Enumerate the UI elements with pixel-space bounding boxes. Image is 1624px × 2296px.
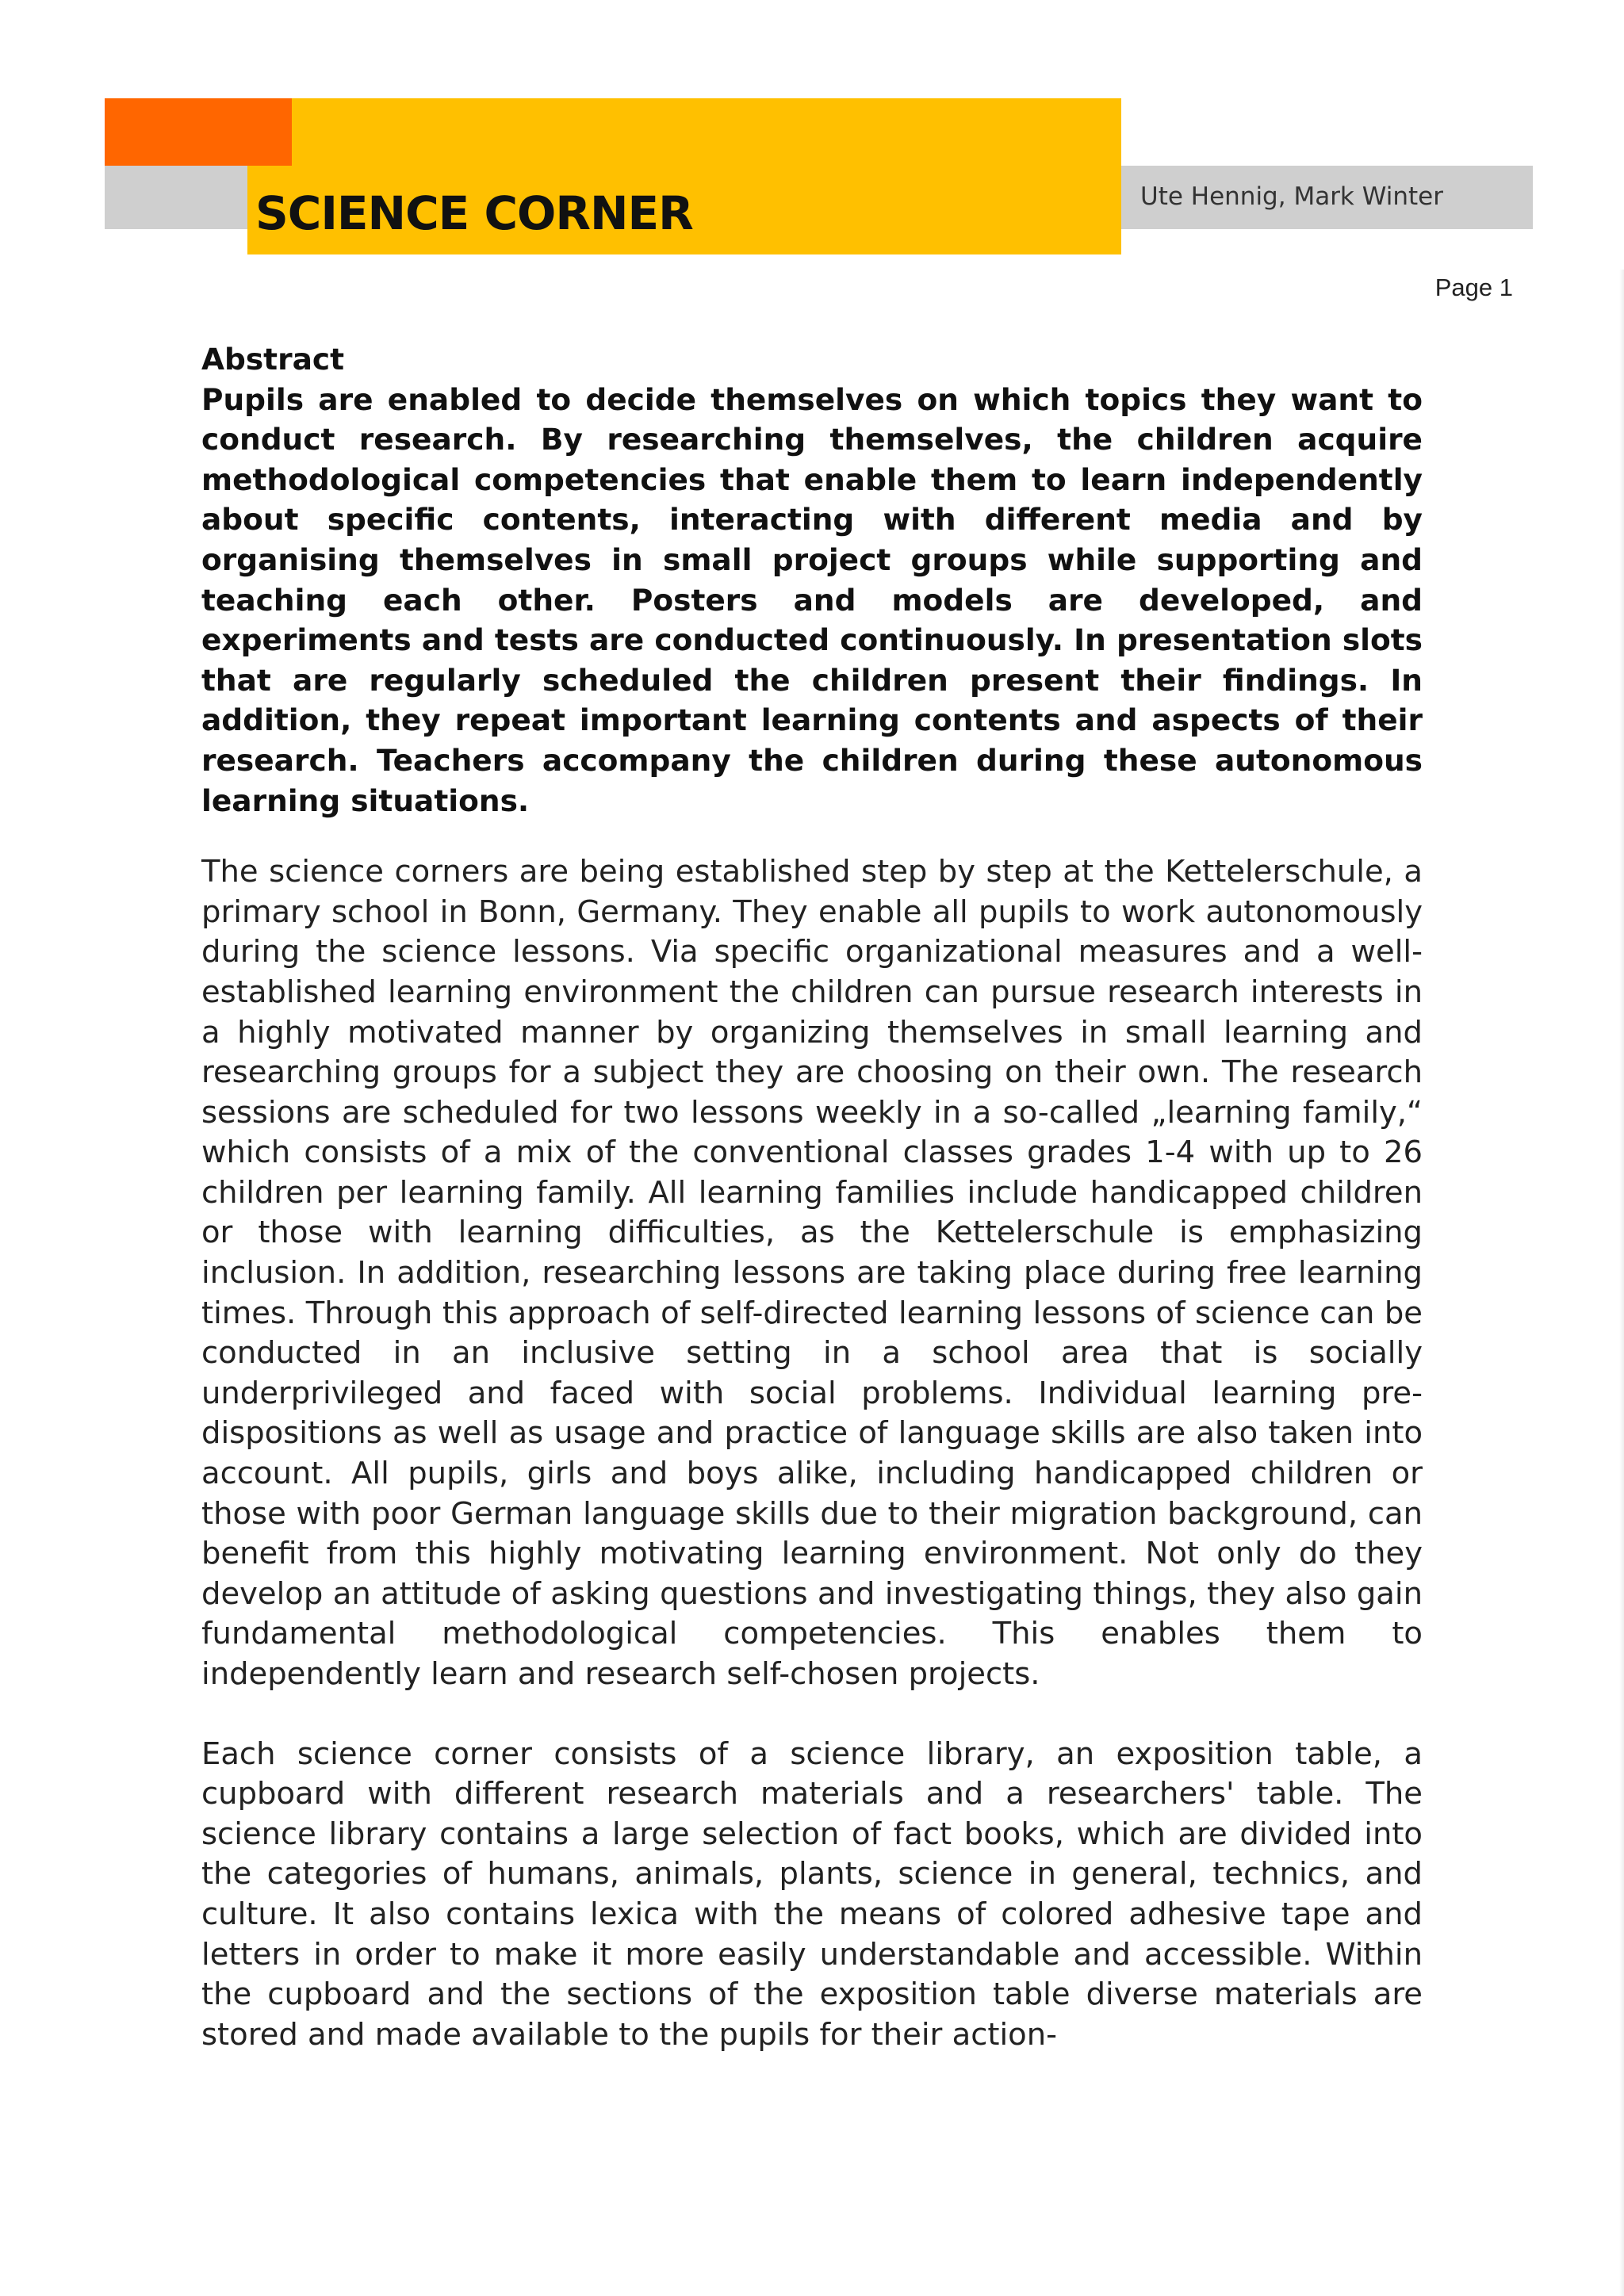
header-orange-block [105,98,292,166]
document-body [201,339,1423,2095]
header-gray-band-left [105,166,247,229]
page-number: Page 1 [1434,274,1513,301]
body-paragraph-1: The science corners are being established step by step at the Kettelerschule, a primary school in Bonn, Germany. They enable all pupils to work autonomously during the science lessons. Via specific organizational measures and a well-established learning environment the children can pursue research interests in a highly motivated manner by organizing themselves in small learning and researching groups for a subject they are choosing on their own. The research sessions are scheduled for two lessons weekly in a so-called „learning family,“ which consists of a mix of the conventional classes grades 1-4 with up to 26 children per learning family. All learning families include handicapped children or those with learning difficulties, as the Kettelerschule is emphasizing inclusion. In addition, researching lessons are taking place during free learning times. Through this approach of self-directed learning lessons of science can be conducted in an inclusive setting in a school area that is socially underprivileged and faced with social problems. Individual learning pre-dispositions as well as usage and practice of language skills are also taken into account. All pupils, girls and boys alike, including handicapped children or those with poor German language skills due to their migration background, can benefit from this highly motivating learning environment. Not only do they develop an attitude of asking questions and investigating things, they also gain fundamental methodological competencies. This enables them to independently learn and research self-chosen projects. [201,854,1423,1692]
header-gold-block [292,98,1121,166]
document-title: SCIENCE CORNER [255,186,693,240]
authors: Ute Hennig, Mark Winter [1140,182,1443,211]
abstract-heading: Abstract [201,342,345,377]
page-edge-shadow [1619,270,1624,2296]
abstract-text: Pupils are enabled to decide themselves on which topics they want to conduct research. By researching themselves, the children acquire methodological competencies that enable them to learn independently about specific contents, interacting with different media and by organising themselves in small project groups while supporting and teaching each other. Posters and models are developed, and experiments and tests are conducted continuously. In presentation slots that are regularly scheduled the children present their findings. In addition, they repeat important learning contents and aspects of their research. Teachers accompany the children during these autonomous learning situations. [201,381,1423,818]
body-paragraph-2: Each science corner consists of a science library, an exposition table, a cupboard with different research materials and a researchers' table. The science library contains a large selection of fact books, which are divided into the categories of humans, animals, plants, science in general, technics, and culture. It also contains lexica with the means of colored adhesive tape and letters in order to make it more easily understandable and accessible. Within the cupboard and the sections of the exposition table diverse materials are stored and made available to the pupils for their action- [201,1735,1423,2053]
